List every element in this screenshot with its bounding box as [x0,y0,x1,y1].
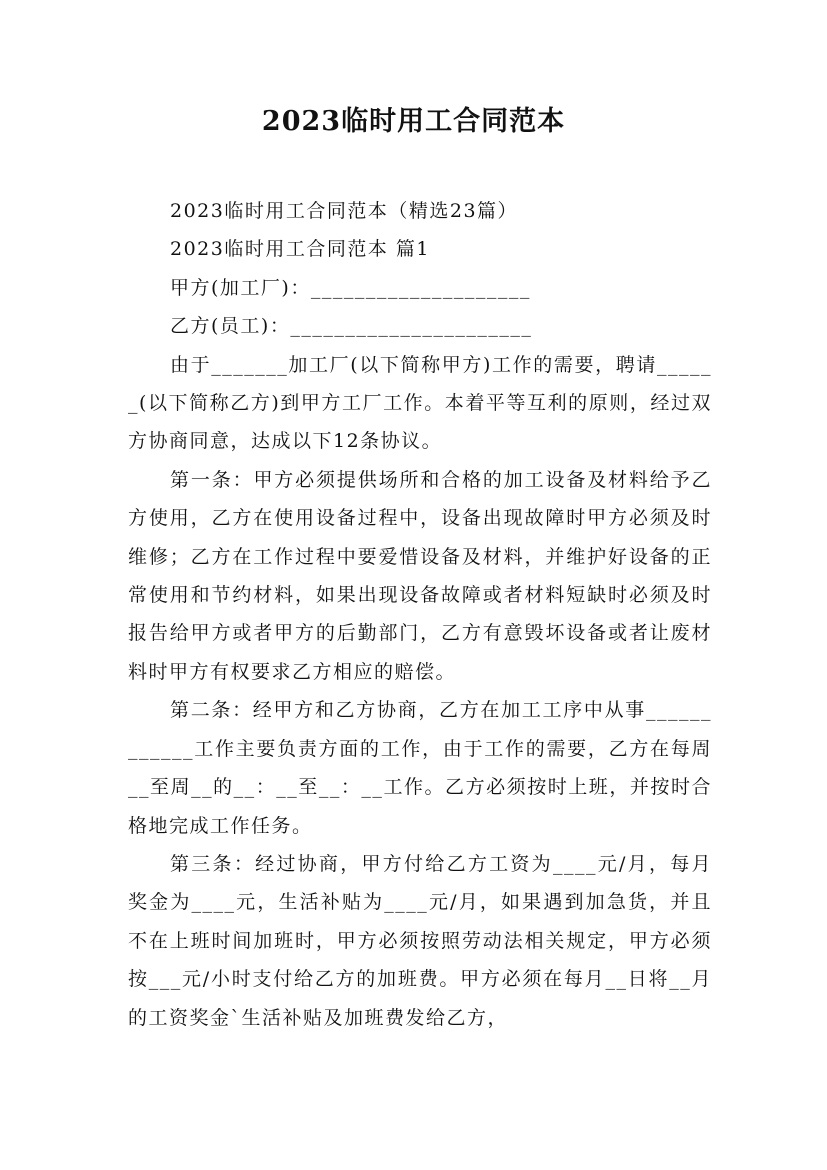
party-b-line: 乙方(员工)：______________________ [170,315,533,338]
section-heading: 2023临时用工合同范本 篇1 [170,238,430,261]
preamble-paragraph: 由于_______加工厂(以下简称甲方)工作的需要，聘请______(以下简称乙方)到甲方工厂工作。本着平等互利的原则，经过双方协商同意，达成以下12条协议。 [128,353,712,453]
party-a-line: 甲方(加工厂)：____________________ [170,276,531,299]
subtitle-paragraph: 2023临时用工合同范本（精选23篇） [170,200,519,222]
article-1-paragraph: 第一条：甲方必须提供场所和合格的加工设备及材料给予乙方使用，乙方在使用设备过程中，设备出现故障时甲方必须及时维修；乙方在工作过程中要爱惜设备及材料，并维护好设备的正常使用和节约材料，如果出现设备故障或者材料短缺时必须及时报告给甲方或者甲方的后勤部门，乙方有意毁坏设备或者让废材料时甲方有权要求乙方相应的赔偿。 [128,468,712,683]
article-2-paragraph: 第二条：经甲方和乙方协商，乙方在加工工序中从事____________工作主要负责方面的工作，由于工作的需要，乙方在每周__至周__的__：__至__：__工作。乙方必须按时上班，并按时合格地完成工作任务。 [128,699,712,837]
document-title: 2023临时用工合同范本 [261,106,566,137]
article-3-paragraph: 第三条：经过协商，甲方付给乙方工资为____元/月，每月奖金为____元，生活补贴为____元/月，如果遇到加急货，并且不在上班时间加班时，甲方必须按照劳动法相关规定，甲方必须按___元/小时支付给乙方的加班费。甲方必须在每月__日将__月的工资奖金`生活补贴及加班费发给乙方， [128,852,712,1029]
document-body [128,192,712,1037]
